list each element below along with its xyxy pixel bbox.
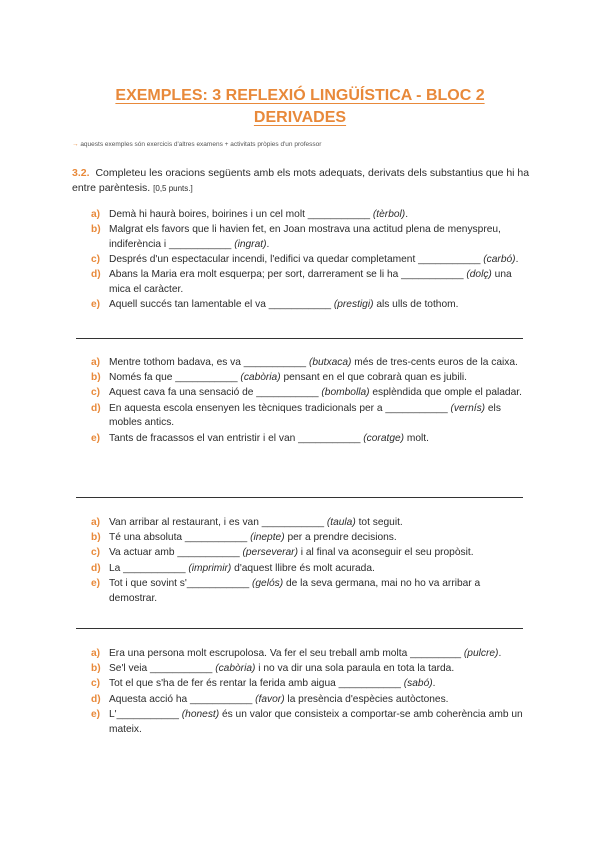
- item-letter: a): [91, 357, 101, 368]
- item-letter: a): [91, 648, 101, 659]
- item-text-after: els mobles antics.: [109, 402, 501, 429]
- item-text-after: .: [266, 238, 270, 250]
- page-title-line-2: DERIVADES: [253, 109, 347, 126]
- item-text-after: als ulls de tothom.: [373, 299, 459, 311]
- item-letter: d): [91, 562, 101, 574]
- item-hint-word: (coratge): [363, 432, 405, 444]
- item-text-before: Aquest cava fa una sensació de ___________: [109, 387, 322, 399]
- item-text-before: Demà hi haurà boires, boirines i un cel molt ___________: [109, 209, 373, 220]
- item-text-before: Aquell succés tan lamentable el va ___________: [109, 299, 334, 311]
- item-hint-word: (perseverar): [242, 547, 298, 559]
- exercise-item: [91, 253, 531, 268]
- item-text-before: Van arribar al restaurant, i es van ___________: [109, 517, 327, 528]
- exercise-item: [91, 298, 531, 313]
- item-hint-word: (butxaca): [308, 357, 352, 368]
- item-text-after: de la seva germana, mai no ho va arribar a demostrar.: [109, 577, 481, 604]
- item-text-before: Va actuar amb ___________: [109, 547, 243, 559]
- item-hint-word: (dolç): [466, 269, 492, 281]
- exercise-item: [91, 647, 531, 662]
- item-text-before: Només fa que ___________: [109, 372, 241, 384]
- item-letter: c): [91, 547, 101, 559]
- item-text-before: Tot el que s'ha de fer és rentar la ferida amb aigua ___________: [109, 678, 404, 690]
- item-text-before: Era una persona molt escrupolosa. Va fer el seu treball amb molta _________: [109, 648, 464, 659]
- item-letter: b): [91, 224, 101, 236]
- exercise-item: [91, 531, 531, 546]
- item-hint-word: (imprimir): [188, 562, 232, 574]
- arrow-icon: →: [72, 141, 79, 148]
- item-letter: b): [91, 663, 101, 675]
- item-letter: e): [91, 577, 101, 589]
- item-letter: b): [91, 372, 101, 384]
- page-title-line-1: EXEMPLES: 3 REFLEXIÓ LINGÜÍSTICA - BLOC 2: [115, 87, 485, 104]
- item-text-before: Mentre tothom badava, es va ___________: [109, 357, 309, 368]
- exercise-item: [91, 516, 531, 531]
- instruction-text: Completeu les oracions següents amb els mots adequats, derivats dels substantius que hi ha entre parèntesis.: [72, 167, 530, 194]
- exercise-item: [91, 562, 531, 577]
- exercise-item: [91, 386, 531, 401]
- item-letter: e): [91, 432, 101, 444]
- item-text-before: Tants de fracassos el van entristir i el van ___________: [109, 432, 364, 444]
- item-text-after: molt.: [404, 432, 429, 444]
- item-text-before: La ___________: [109, 562, 189, 574]
- divider: [76, 497, 523, 498]
- exercise-item: [91, 223, 531, 252]
- points-label: [0,5 punts.]: [153, 184, 193, 193]
- item-hint-word: (tèrbol): [372, 209, 406, 220]
- item-text-before: Se'l veia ___________: [109, 663, 216, 675]
- exercise-block-3: [91, 516, 531, 607]
- exercise-item: [91, 208, 531, 223]
- item-letter: d): [91, 269, 101, 281]
- exercise-item: [91, 546, 531, 561]
- exercise-item: [91, 577, 531, 606]
- divider: [76, 338, 523, 339]
- item-hint-word: (carbó): [483, 254, 516, 266]
- item-text-before: Abans la Maria era molt esquerpa; per sort, darrerament se li ha ___________: [109, 269, 467, 281]
- item-letter: a): [91, 209, 101, 220]
- item-text-after: una mica el caràcter.: [109, 269, 512, 296]
- exercise-block-2: [91, 356, 531, 447]
- exercise-item: [91, 356, 531, 371]
- item-letter: d): [91, 402, 101, 414]
- exercise-item: [91, 402, 531, 431]
- item-text-after: la presència d'espècies autòctones.: [284, 693, 449, 705]
- item-text-before: Aquesta acció ha ___________: [109, 693, 256, 705]
- item-text-before: Després d'un espectacular incendi, l'edifici va quedar completament ___________: [109, 254, 484, 266]
- item-text-after: més de tres-cents euros de la caixa.: [351, 357, 518, 368]
- item-hint-word: (bombolla): [321, 387, 370, 399]
- item-text-after: .: [432, 678, 436, 690]
- item-hint-word: (vernís): [450, 402, 486, 414]
- item-text-after: .: [498, 648, 502, 659]
- item-hint-word: (pulcre): [463, 648, 499, 659]
- item-text-after: pensant en el que cobrarà quan es jubili.: [280, 372, 467, 384]
- item-text-after: tot seguit.: [355, 517, 403, 528]
- item-hint-word: (prestigi): [333, 299, 374, 311]
- item-text-after: d'aquest llibre és molt acurada.: [231, 562, 375, 574]
- item-letter: c): [91, 254, 101, 266]
- item-text-after: i no va dir una sola paraula en tota la tarda.: [255, 663, 455, 675]
- exercise-item: [91, 268, 531, 297]
- item-letter: a): [91, 517, 101, 528]
- item-text-before: En aquesta escola ensenyen les tècniques tradicionals per a ___________: [109, 402, 451, 414]
- item-letter: c): [91, 678, 101, 690]
- source-note: [72, 141, 321, 148]
- item-text-before: Tot i que sovint s'___________: [109, 577, 252, 589]
- exercise-item: [91, 432, 531, 447]
- exercise-item: [91, 693, 531, 708]
- item-hint-word: (gelós): [251, 577, 284, 589]
- item-hint-word: (taula): [326, 517, 356, 528]
- item-hint-word: (favor): [255, 693, 285, 705]
- exercise-block-4: [91, 647, 531, 738]
- item-text-before: Malgrat els favors que li havien fet, en Joan mostrava una actitud plena de menyspreu, indiferència i ___________: [109, 224, 501, 250]
- exercise-item: [91, 662, 531, 677]
- item-hint-word: (sabó): [403, 678, 433, 690]
- item-letter: b): [91, 532, 101, 544]
- source-note-text: aquests exemples són exercicis d'altres examens + activitats pròpies d'un professor: [80, 141, 322, 148]
- item-hint-word: (cabòria): [240, 372, 281, 384]
- item-hint-word: (honest): [181, 708, 220, 720]
- item-text-after: .: [515, 254, 519, 266]
- item-letter: e): [91, 299, 101, 311]
- item-text-after: és un valor que consisteix a comportar-se amb coherència amb un mateix.: [109, 708, 523, 735]
- item-text-after: per a prendre decisions.: [284, 532, 397, 544]
- exercise-instruction: [72, 166, 532, 196]
- item-hint-word: (cabòria): [215, 663, 256, 675]
- exercise-item: [91, 371, 531, 386]
- item-letter: e): [91, 708, 101, 720]
- item-text-after: .: [405, 209, 409, 220]
- exercise-block-1: [91, 208, 531, 313]
- item-text-after: esplèndida que omple el paladar.: [369, 387, 522, 399]
- exercise-number: 3.2.: [72, 167, 90, 179]
- item-text-after: i al final va aconseguir el seu propòsit.: [297, 547, 474, 559]
- item-text-before: Té una absoluta ___________: [109, 532, 251, 544]
- item-letter: c): [91, 387, 101, 399]
- item-hint-word: (inepte): [250, 532, 285, 544]
- divider: [76, 628, 523, 629]
- exercise-item: [91, 677, 531, 692]
- item-text-before: L'___________: [109, 708, 182, 720]
- exercise-item: [91, 708, 531, 737]
- item-letter: d): [91, 693, 101, 705]
- item-hint-word: (ingrat): [234, 238, 267, 250]
